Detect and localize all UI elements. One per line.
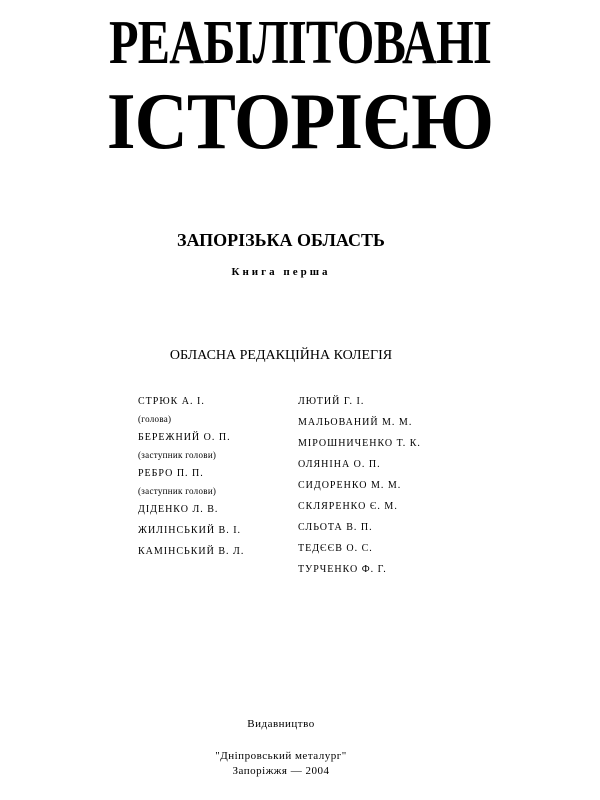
member-name: ДІДЕНКО Л. В.: [138, 504, 219, 515]
board-member: [298, 438, 421, 459]
member-role: (голова): [138, 414, 172, 424]
member-role: (заступник голови): [138, 450, 217, 460]
board-member: [298, 522, 421, 543]
board-member: [298, 459, 421, 480]
book-volume: Книга перша: [231, 266, 331, 278]
member-name: ОЛЯНІНА О. П.: [298, 459, 381, 470]
board-member: [138, 396, 244, 432]
board-member: [298, 543, 421, 564]
member-name: СЛЬОТА В. П.: [298, 522, 373, 533]
member-name: МАЛЬОВАНИЙ М. М.: [298, 417, 413, 428]
member-name: РЕБРО П. П.: [138, 468, 204, 479]
board-member: [138, 468, 244, 504]
board-member: [138, 432, 244, 468]
board-member: [138, 504, 244, 525]
editorial-board-left-column: [138, 396, 244, 567]
board-member: [298, 501, 421, 522]
member-name: КАМІНСЬКИЙ В. Л.: [138, 546, 245, 557]
board-member: [298, 396, 421, 417]
book-title-line-2: ІСТОРІЄЮ: [106, 78, 494, 166]
member-name: СКЛЯРЕНКО Є. М.: [298, 501, 398, 512]
publisher-label: Видавництво: [247, 718, 315, 730]
board-member: [298, 417, 421, 438]
board-member: [138, 525, 244, 546]
board-member: [298, 564, 421, 585]
editorial-board-right-column: [298, 396, 421, 585]
member-name: БЕРЕЖНИЙ О. П.: [138, 432, 231, 443]
member-name: СИДОРЕНКО М. М.: [298, 480, 402, 491]
book-title-line-1: РЕАБІЛІТОВАНІ: [108, 9, 492, 77]
member-name: ЛЮТИЙ Г. І.: [298, 396, 365, 407]
publisher-name: "Дніпровський металург": [215, 750, 347, 762]
publication-place-year: Запоріжжя — 2004: [232, 765, 330, 777]
member-name: СТРЮК А. І.: [138, 396, 205, 407]
member-name: МІРОШНИЧЕНКО Т. К.: [298, 438, 421, 449]
editorial-board-heading: ОБЛАСНА РЕДАКЦІЙНА КОЛЕГІЯ: [169, 348, 393, 363]
member-role: (заступник голови): [138, 486, 217, 496]
board-member: [298, 480, 421, 501]
member-name: ТУРЧЕНКО Ф. Г.: [298, 564, 387, 575]
member-name: ТЕДЄЄВ О. С.: [298, 543, 373, 554]
board-member: [138, 546, 244, 567]
member-name: ЖИЛІНСЬКИЙ В. І.: [138, 525, 242, 536]
region-heading: ЗАПОРІЗЬКА ОБЛАСТЬ: [177, 230, 385, 250]
